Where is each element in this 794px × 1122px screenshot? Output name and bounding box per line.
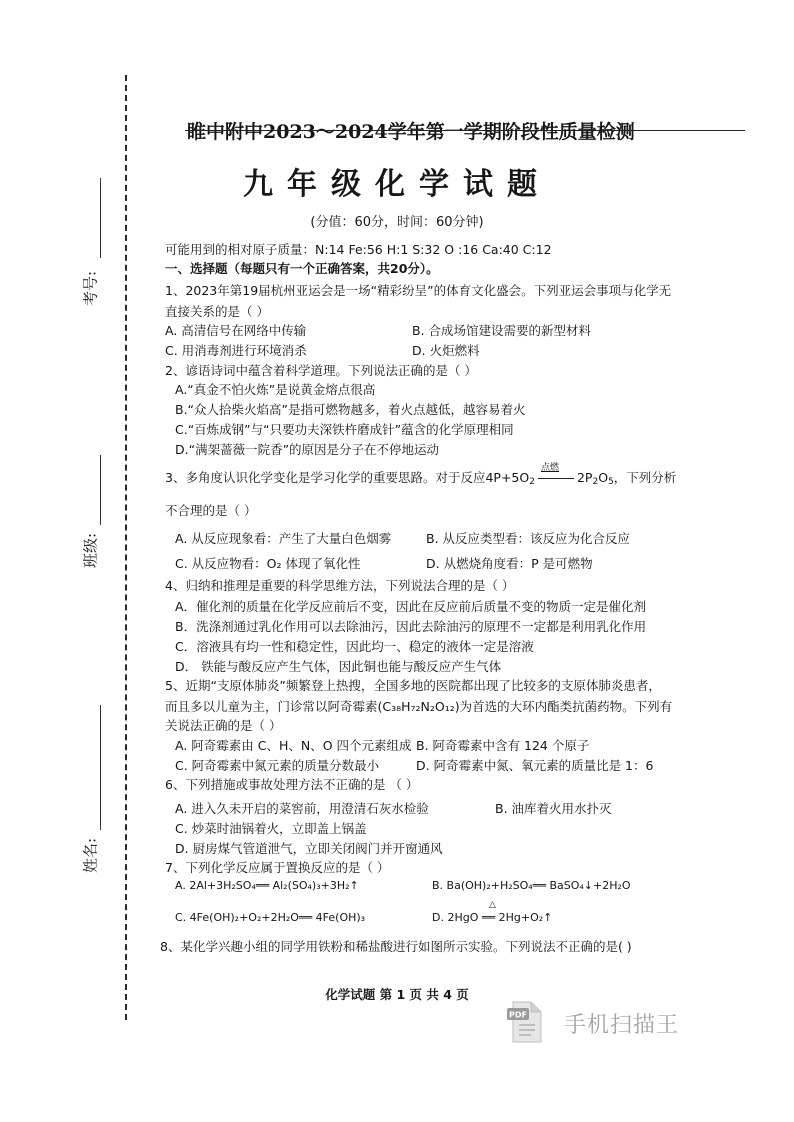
q1-stem-line1: 1、2023年第19届杭州亚运会是一场“精彩纷呈”的体育文化盛会。下列亚运会事项与化学无 — [165, 283, 672, 298]
exam-number-label: 考号: — [81, 270, 100, 307]
q2-option-c[interactable]: C.“百炼成钢”与“只要功夫深铁杵磨成针”蕴含的化学原理相同 — [175, 422, 514, 437]
q3-option-a[interactable]: A. 从反应现象看：产生了大量白色烟雾 — [175, 531, 392, 546]
q7-stem: 7、下列化学反应属于置换反应的是（ ） — [165, 860, 390, 875]
q7-d-condition: △ — [489, 900, 496, 910]
q4-stem: 4、归纳和推理是重要的科学思维方法，下列说法合理的是（ ） — [165, 578, 515, 593]
q2-option-b[interactable]: B.“众人拾柴火焰高”是指可燃物越多，着火点越低，越容易着火 — [175, 402, 526, 417]
q2-option-a[interactable]: A.“真金不怕火炼”是说黄金熔点很高 — [175, 382, 376, 397]
q5-option-c[interactable]: C. 阿奇霉素中氮元素的质量分数最小 — [175, 758, 380, 773]
q7-option-c[interactable]: C. 4Fe(OH)₂+O₂+2H₂O══ 4Fe(OH)₃ — [175, 911, 366, 924]
q1-option-d[interactable]: D. 火炬燃料 — [412, 343, 480, 358]
q3-reaction-right: $2P_2O_5$ — [576, 470, 614, 487]
q6-option-b[interactable]: B. 油库着火用水扑灭 — [495, 801, 612, 816]
q4-option-a[interactable]: A．催化剂的质量在化学反应前后不变，因此在反应前后质量不变的物质一定是催化剂 — [175, 599, 647, 614]
q1-option-a[interactable]: A. 高清信号在网络中传输 — [165, 323, 307, 338]
pdf-document-icon — [507, 1000, 543, 1044]
q3-reaction-condition: 点燃 — [540, 463, 559, 473]
pdf-badge-text: PDF — [509, 1010, 527, 1020]
q6-option-d[interactable]: D. 厨房煤气管道泄气，立即关闭阀门并开窗通风 — [175, 841, 443, 856]
q5-option-b[interactable]: B. 阿奇霉素中含有 124 个原子 — [416, 738, 590, 753]
q3-stem-line1 — [165, 463, 677, 487]
q3-option-c[interactable]: C. 从反应物看：O₂ 体现了氧化性 — [175, 556, 361, 571]
q7-option-a[interactable]: A. 2Al+3H₂SO₄══ Al₂(SO₄)₃+3H₂↑ — [175, 879, 359, 892]
q5-stem-line3: 关说法正确的是（ ） — [165, 718, 282, 733]
class-label: 班级: — [81, 532, 100, 569]
q6-stem: 6、下列措施或事故处理方法不正确的是 （ ） — [165, 777, 419, 792]
q4-option-c[interactable]: C．溶液具有均一性和稳定性，因此均一、稳定的液体一定是溶液 — [175, 639, 534, 654]
q3-stem-text: 3、多角度认识化学变化是学习化学的重要思路。对于反应 — [165, 470, 486, 485]
page-title: 九年级化学试题 — [243, 167, 551, 202]
header-rule — [185, 130, 745, 131]
q4-option-b[interactable]: B．洗涤剂通过乳化作用可以去除油污，因此去除油污的原理不一定都是利用乳化作用 — [175, 619, 647, 634]
class-field[interactable] — [100, 455, 101, 525]
q5-option-d[interactable]: D. 阿奇霉素中氮、氧元素的质量比是 1：6 — [416, 758, 654, 773]
school-exam-line: 睢中附中2023～2024学年第一学期阶段性质量检测 — [187, 121, 635, 143]
q1-stem-line2: 直接关系的是（ ） — [165, 304, 269, 319]
section-heading: 一、选择题（每题只有一个正确答案，共20分）。 — [165, 261, 439, 276]
name-field[interactable] — [100, 705, 101, 830]
q5-stem-line2: 而且多以儿童为主，门诊常以阿奇霉素(C₃₈H₇₂N₂O₁₂)为首选的大环内酯类抗菌药物。下列有 — [165, 699, 673, 714]
q5-stem-line1: 5、近期“支原体肺炎”频繁登上热搜，全国多地的医院都出现了比较多的支原体肺炎患者， — [165, 678, 661, 693]
q7-option-b[interactable]: B. Ba(OH)₂+H₂SO₄══ BaSO₄↓+2H₂O — [432, 879, 631, 892]
q2-stem: 2、谚语诗词中蕴含着科学道理。下列说法正确的是（ ） — [165, 363, 477, 378]
atomic-masses: 可能用到的相对原子质量：N:14 Fe:56 H:1 S:32 O :16 Ca:40 C:12 — [165, 242, 552, 257]
q3-option-d[interactable]: D. 从燃烧角度看：P 是可燃物 — [426, 556, 593, 571]
scanner-watermark: 手机扫描王 — [564, 1013, 680, 1038]
q1-option-c[interactable]: C. 用消毒剂进行环境消杀 — [165, 343, 307, 358]
q3-reaction-left: $4P+5O_2$ — [485, 470, 535, 487]
q3-stem-line2: 不合理的是（ ） — [165, 503, 257, 518]
q3-stem-tail: ，下列分析 — [613, 470, 677, 485]
q3-option-b[interactable]: B. 从反应类型看：该反应为化合反应 — [426, 531, 631, 546]
page-footer: 化学试题 第 1 页 共 4 页 — [325, 987, 469, 1002]
name-label: 姓名: — [81, 837, 100, 874]
q2-option-d[interactable]: D.“满架蔷薇一院香”的原因是分子在不停地运动 — [175, 442, 440, 457]
q6-option-a[interactable]: A. 进入久未开启的菜窖前，用澄清石灰水检验 — [175, 801, 429, 816]
q8-stem: 8、某化学兴趣小组的同学用铁粉和稀盐酸进行如图所示实验。下列说法不正确的是( ) — [160, 939, 632, 954]
q7-option-d[interactable]: D. 2HgO ══ 2Hg+O₂↑ — [432, 911, 553, 924]
q4-option-d[interactable]: D． 铁能与酸反应产生气体，因此铜也能与酸反应产生气体 — [175, 659, 502, 674]
q5-option-a[interactable]: A. 阿奇霉素由 C、H、N、O 四个元素组成 — [175, 738, 412, 753]
score-time: (分值：60分，时间：60分钟) — [310, 215, 484, 230]
q3-reaction-arrow — [535, 463, 577, 485]
q6-option-c[interactable]: C. 炒菜时油锅着火，立即盖上锅盖 — [175, 821, 367, 836]
q1-option-b[interactable]: B. 合成场馆建设需要的新型材料 — [412, 323, 592, 338]
